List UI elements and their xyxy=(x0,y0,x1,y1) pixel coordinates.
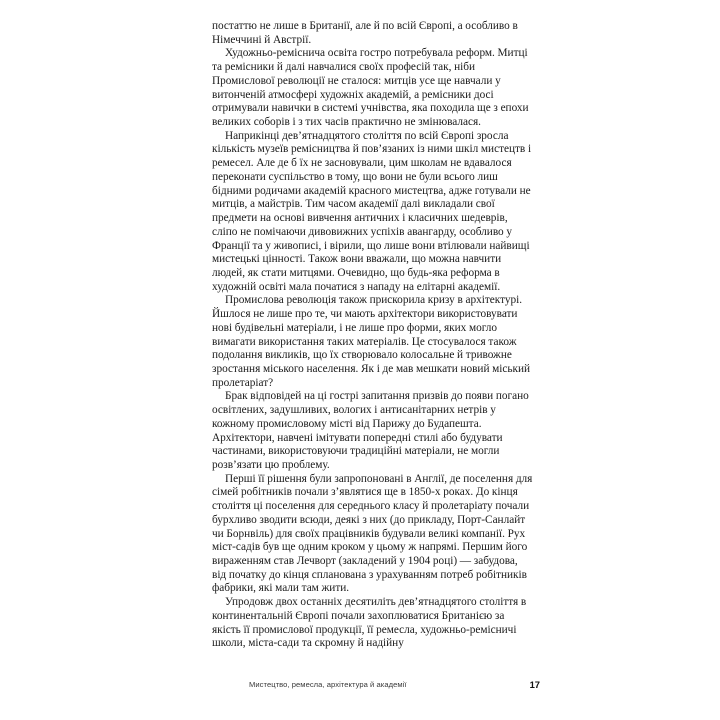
page-number: 17 xyxy=(529,679,540,690)
paragraph: Упродовж двох останніх десятиліть дев’ятнадцятого століття в континентальній Європі почали захоплюватися Британією за якість її промислової продукції, її ремесла, художньо-ремісничі школи, міста-сади та скромну й надійну xyxy=(212,596,527,650)
paragraph: Промислова революція також прискорила кризу в архітектурі. Йшлося не лише про те, чи мають архітектори використовувати нові будівельні матеріали, і не лише про форми, яких могло вимагати використання таких матеріалів. Це стосувалося також подолання викликів, що їх створювало колосальне й тривожне зростання міського населення. Як і де мав мешкати новий міський пролетаріат? xyxy=(212,294,531,389)
running-head: Мистецтво, ремесла, архітектура й академії xyxy=(249,680,407,689)
paragraph: постаттю не лише в Британії, але й по всій Європі, а особливо в Німеччині й Австрії. xyxy=(212,20,518,46)
paragraph: Брак відповідей на ці гострі запитання призвів до появи погано освітлених, задушливих, вологих і антисанітарних нетрів у кожному промисловому місті від Парижу до Будапешта. Архітектори, навчені імітувати попередні стилі або будувати частинами, використовуючи традиційні матеріали, не могли розв’язати цю проблему. xyxy=(212,390,529,471)
body-text-column xyxy=(212,20,534,651)
page-footer xyxy=(212,679,540,696)
paragraph: Наприкінці дев’ятнадцятого століття по всій Європі зросла кількість музеїв ремісництва й пов’язаних із ними шкіл мистецтв і ремесел. Але де б їх не засновували, цим школам не вдавалося переконати суспільство в тому, що вони не були всього лиш бідними родичами академій красного мистецтва, адже готували не митців, а майстрів. Тим часом академії далі викладали свої предмети на основі вивчення античних і класичних шедеврів, сліпо не помічаючи дивовижних успіхів авангарду, особливо у Франції та у живописі, і вірили, що лише вони втілювали найвищі мистецькі цінності. Також вони вважали, що можна навчити людей, як стати митцями. Очевидно, що будь-яка реформа в художній освіті мала початися з нападу на елітарні академії. xyxy=(212,129,532,293)
paragraph: Художньо-реміснича освіта гостро потребувала реформ. Митці та ремісники й далі навчалися своїх професій так, ніби Промислової революції не сталося: митців усе ще навчали у витонченій атмосфері художніх академій, а ремісники досі отримували навички в системі учнівства, яка походила ще з епохи великих соборів і з тих часів практично не змінювалася. xyxy=(212,47,529,129)
paragraph: Перші її рішення були запропоновані в Англії, де поселення для сімей робітників почали з’являтися ще в 1850-х роках. До кінця століття ці поселення для середнього класу й пролетаріату почали бурхливо зводити всюди, деякі з них (до прикладу, Порт-Санлайт чи Борнвіль) для своїх працівників будували великі компанії. Рух міст-садів був ще одним кроком у цьому ж напрямі. Першим його вираженням став Лечворт (закладений у 1904 році) — забудова, від початку до кінця спланована з урахуванням потреб робітників фабрики, які мали там жити. xyxy=(212,472,533,595)
